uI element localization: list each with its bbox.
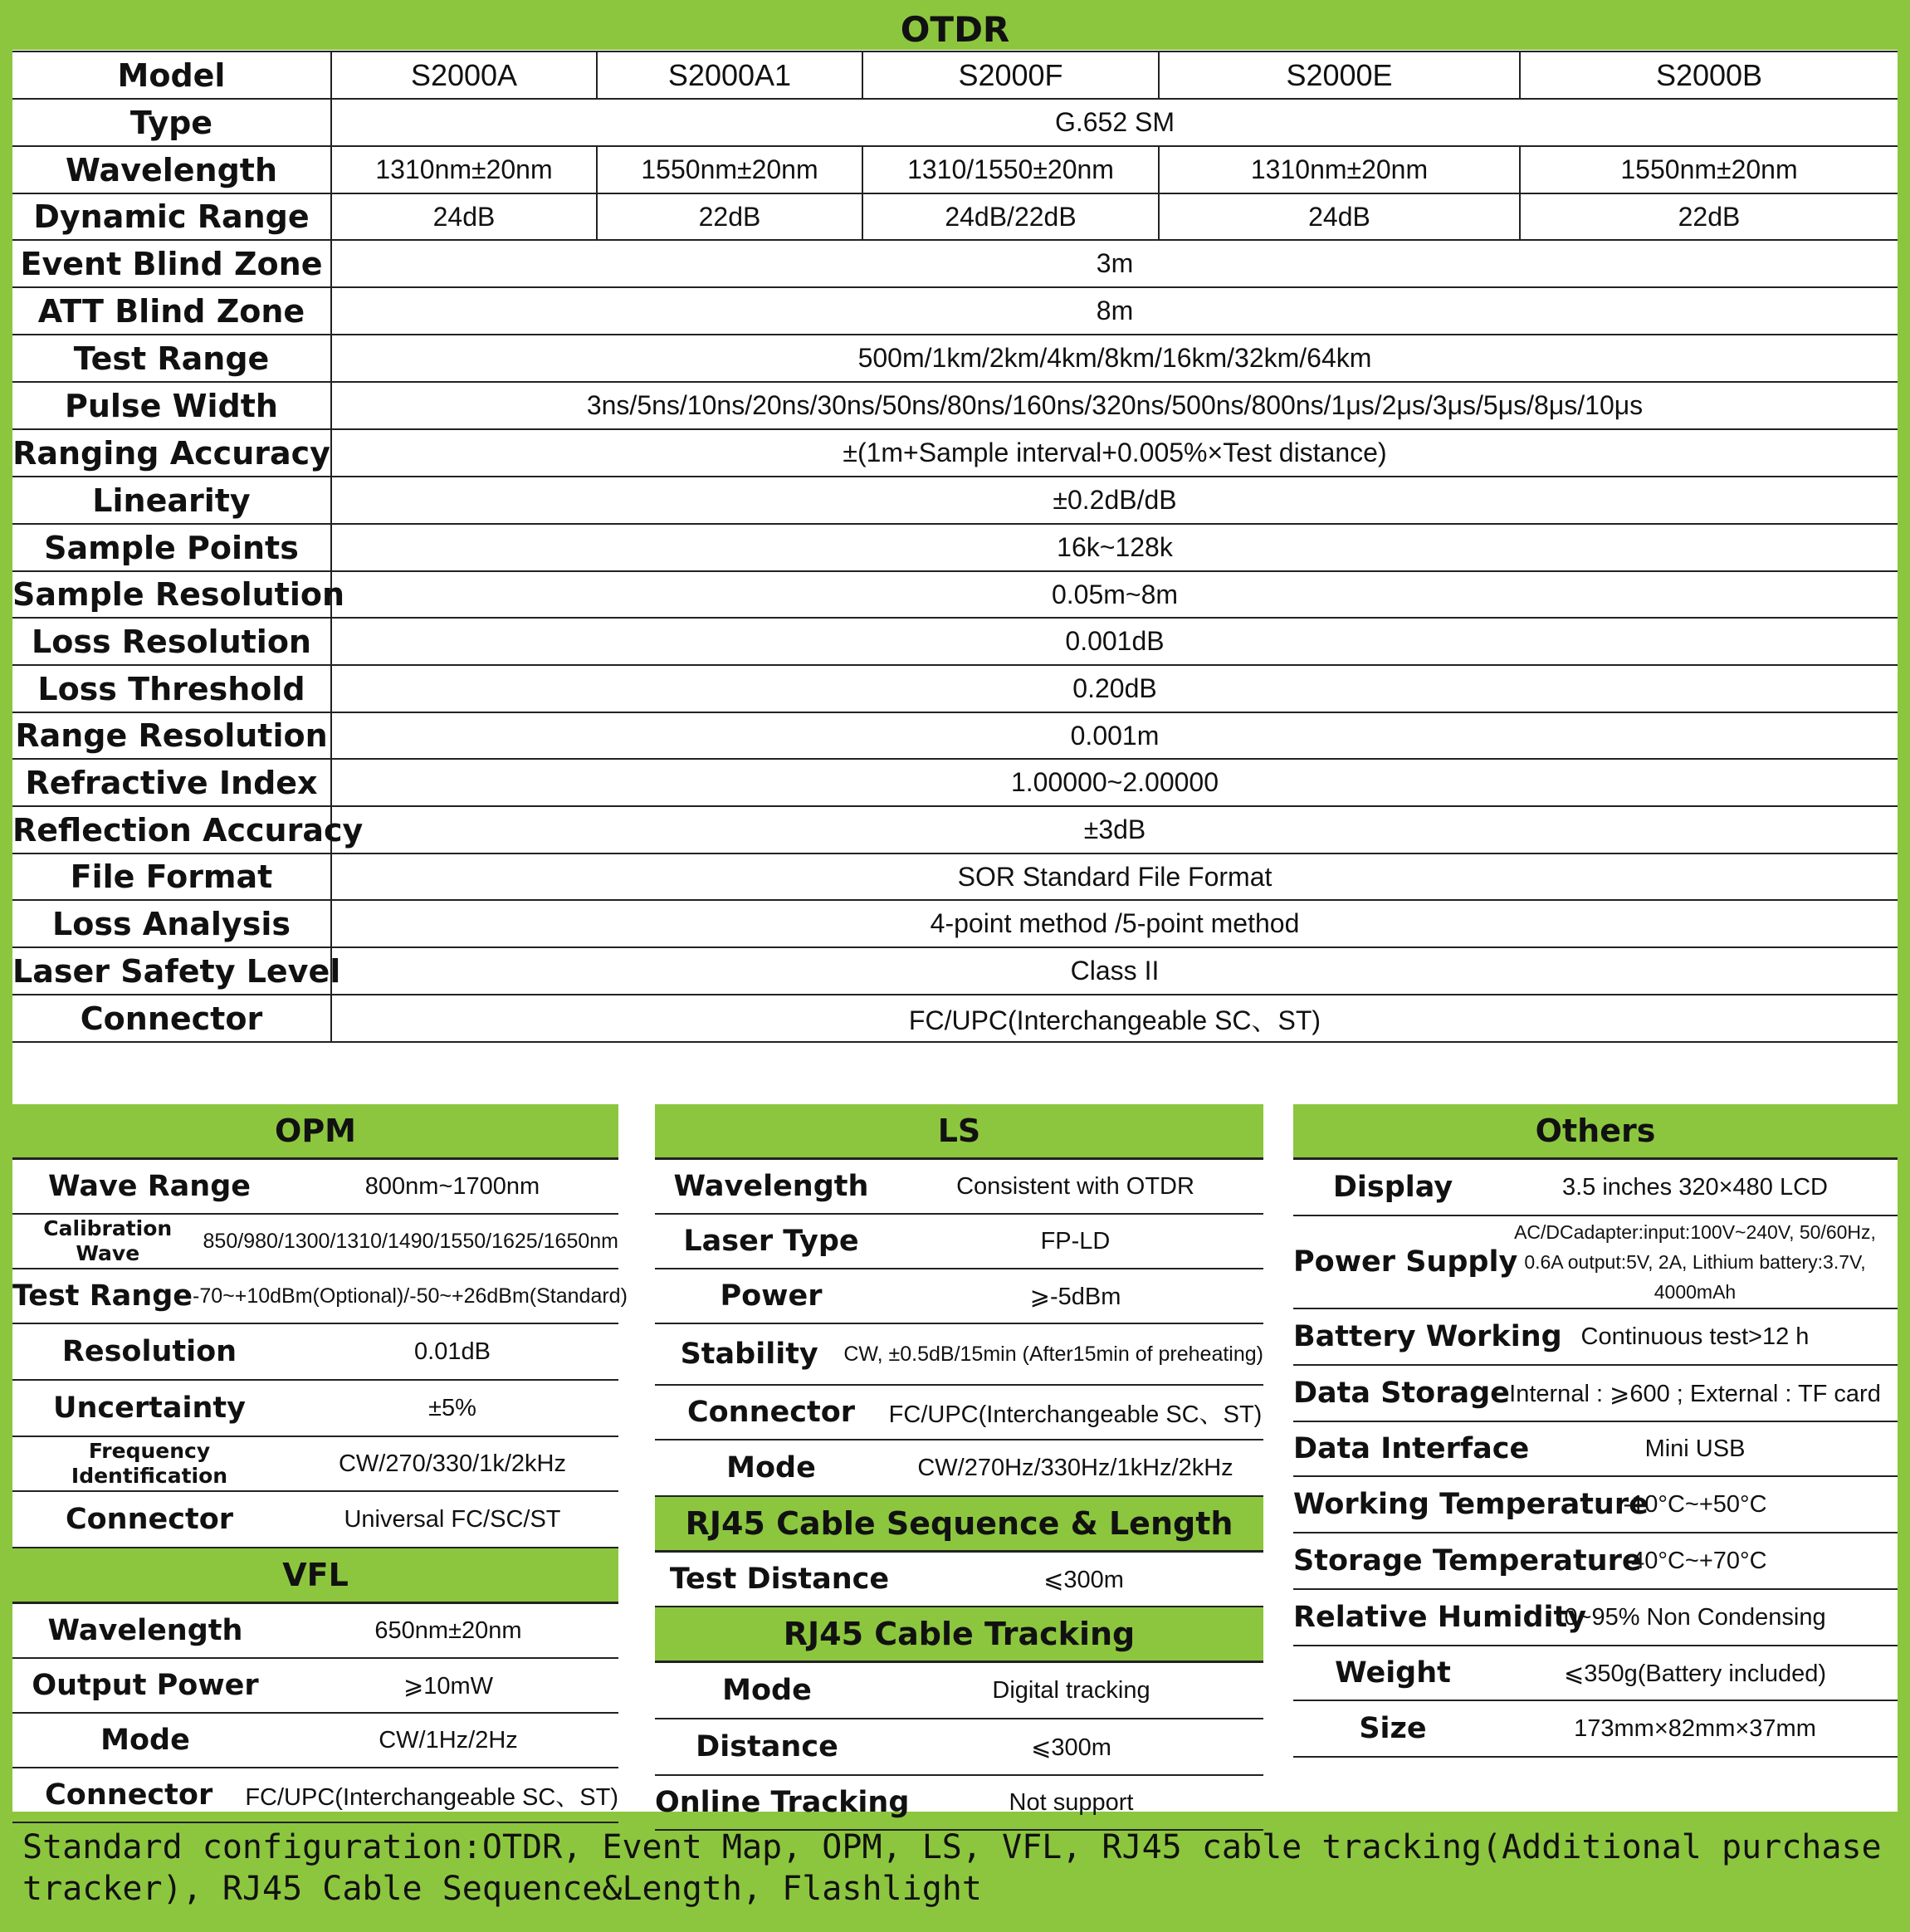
others-value-display: 3.5 inches 320×480 LCD bbox=[1561, 1173, 1829, 1201]
others-value-battery-working: Continuous test>12 h bbox=[1580, 1323, 1810, 1350]
otdr-value-ranging-accuracy: ±(1m+Sample interval+0.005%×Test distance) bbox=[331, 429, 1898, 477]
otdr-value-dynamic-range-2: 22dB bbox=[597, 193, 862, 240]
otdr-row-file-format bbox=[12, 854, 1898, 900]
otdr-label-event-blind-zone: Event Blind Zone bbox=[12, 240, 331, 287]
otdr-row-ranging-accuracy bbox=[12, 429, 1898, 477]
ls-row-laser-type bbox=[655, 1215, 1263, 1269]
otdr-label-connector: Connector bbox=[12, 995, 331, 1042]
others-row-working-temperature bbox=[1293, 1477, 1898, 1533]
otdr-row-att-blind-zone bbox=[12, 287, 1898, 335]
vfl-label-mode: Mode bbox=[100, 1724, 190, 1757]
otdr-label-wavelength: Wavelength bbox=[12, 146, 331, 193]
ls-row-connector bbox=[655, 1386, 1263, 1440]
opm-value-connector: Universal FC/SC/ST bbox=[344, 1505, 561, 1533]
otdr-row-connector bbox=[12, 995, 1898, 1042]
otdr-row-loss-analysis bbox=[12, 900, 1898, 947]
opm-row-calibration-wave bbox=[12, 1215, 618, 1269]
others-column bbox=[1293, 1104, 1898, 1758]
rj45-track-row-distance bbox=[655, 1719, 1263, 1776]
ls-value-wavelength: Consistent with OTDR bbox=[956, 1172, 1194, 1200]
ls-label-connector: Connector bbox=[686, 1396, 856, 1429]
otdr-label-reflection-accuracy: Reflection Accuracy bbox=[12, 806, 331, 854]
otdr-value-wavelength-5: 1550nm±20nm bbox=[1520, 146, 1898, 193]
rj45-track-header: RJ45 Cable Tracking bbox=[655, 1607, 1263, 1663]
otdr-model-s2000e: S2000E bbox=[1159, 51, 1520, 99]
opm-row-connector bbox=[12, 1492, 618, 1548]
vfl-label-wavelength: Wavelength bbox=[47, 1614, 243, 1647]
otdr-value-wavelength-2: 1550nm±20nm bbox=[597, 146, 862, 193]
ls-value-connector: FC/UPC(Interchangeable SC、ST) bbox=[888, 1401, 1263, 1428]
opm-label-test-range: Test Range bbox=[12, 1279, 193, 1313]
vfl-row-mode bbox=[12, 1714, 618, 1768]
otdr-row-model bbox=[12, 51, 1898, 99]
otdr-label-laser-safety-level: Laser Safety Level bbox=[12, 947, 331, 995]
others-label-data-interface: Data Interface bbox=[1293, 1432, 1530, 1465]
others-label-data-storage: Data Storage bbox=[1293, 1377, 1510, 1410]
otdr-value-loss-threshold: 0.20dB bbox=[331, 665, 1898, 712]
others-label-power-supply: Power Supply bbox=[1293, 1245, 1518, 1279]
ls-row-mode bbox=[655, 1440, 1263, 1497]
vfl-value-output-power: ⩾10mW bbox=[403, 1672, 494, 1700]
otdr-value-wavelength-4: 1310nm±20nm bbox=[1159, 146, 1520, 193]
opm-label-calibration-wave: Calibration Wave bbox=[43, 1216, 173, 1265]
ls-value-power: ⩾-5dBm bbox=[1029, 1283, 1121, 1310]
opm-label-frequency-identification: Frequency Identification bbox=[71, 1439, 228, 1488]
others-label-relative-humidity: Relative Humidity bbox=[1293, 1601, 1587, 1634]
otdr-title: OTDR bbox=[12, 3, 1898, 50]
otdr-row-loss-threshold bbox=[12, 665, 1898, 712]
others-label-display: Display bbox=[1332, 1171, 1453, 1204]
others-value-size: 173mm×82mm×37mm bbox=[1574, 1714, 1816, 1742]
others-row-storage-temperature bbox=[1293, 1533, 1898, 1590]
others-header: Others bbox=[1293, 1104, 1898, 1160]
otdr-row-laser-safety-level bbox=[12, 947, 1898, 995]
otdr-model-s2000f: S2000F bbox=[862, 51, 1159, 99]
others-label-weight: Weight bbox=[1335, 1656, 1451, 1690]
opm-row-resolution bbox=[12, 1324, 618, 1381]
otdr-row-wavelength bbox=[12, 146, 1898, 193]
others-row-data-storage bbox=[1293, 1366, 1898, 1422]
otdr-model-s2000b: S2000B bbox=[1520, 51, 1898, 99]
others-label-battery-working: Battery Working bbox=[1293, 1320, 1562, 1353]
otdr-value-sample-points: 16k~128k bbox=[331, 524, 1898, 571]
others-value-power-supply: AC/DCadapter:input:100V~240V, 50/60Hz, 0.6A output:5V, 2A, Lithium battery:3.7V, 4000mAh bbox=[1514, 1221, 1876, 1303]
standard-configuration: Standard configuration:OTDR, Event Map, OPM, LS, VFL, RJ45 cable tracking(Additional purchase tracker), RJ45 Cable Sequence&Length, Flashlight bbox=[22, 1828, 1882, 1908]
otdr-value-wavelength-1: 1310nm±20nm bbox=[331, 146, 597, 193]
otdr-label-model: Model bbox=[12, 51, 331, 99]
ls-label-stability: Stability bbox=[680, 1338, 818, 1371]
others-label-size: Size bbox=[1359, 1712, 1427, 1745]
ls-header: LS bbox=[655, 1104, 1263, 1160]
otdr-value-loss-analysis: 4-point method /5-point method bbox=[331, 900, 1898, 947]
vfl-value-connector: FC/UPC(Interchangeable SC、ST) bbox=[245, 1783, 618, 1811]
others-value-working-temperature: -10°C~+50°C bbox=[1623, 1490, 1767, 1518]
opm-row-test-range bbox=[12, 1269, 628, 1324]
rj45-track-label-distance: Distance bbox=[696, 1730, 838, 1763]
otdr-row-sample-points bbox=[12, 524, 1898, 571]
rj45-track-label-mode: Mode bbox=[722, 1674, 812, 1707]
otdr-label-type: Type bbox=[12, 99, 331, 146]
opm-row-frequency-identification bbox=[12, 1437, 618, 1492]
rj45-track-value-distance: ⩽300m bbox=[1031, 1734, 1111, 1761]
otdr-label-att-blind-zone: ATT Blind Zone bbox=[12, 287, 331, 335]
rj45-track-label-online-tracking: Online Tracking bbox=[655, 1786, 910, 1819]
opm-value-calibration-wave: 850/980/1300/1310/1490/1550/1625/1650nm bbox=[203, 1229, 618, 1253]
opm-value-resolution: 0.01dB bbox=[414, 1338, 491, 1365]
opm-label-resolution: Resolution bbox=[61, 1335, 237, 1368]
opm-value-wave-range: 800nm~1700nm bbox=[364, 1172, 540, 1200]
vfl-row-wavelength bbox=[12, 1604, 618, 1659]
others-row-relative-humidity bbox=[1293, 1590, 1898, 1646]
otdr-row-test-range bbox=[12, 335, 1898, 382]
others-row-display bbox=[1293, 1160, 1898, 1216]
opm-vfl-column bbox=[12, 1104, 628, 1823]
otdr-value-sample-resolution: 0.05m~8m bbox=[331, 571, 1898, 618]
otdr-value-dynamic-range-5: 22dB bbox=[1520, 193, 1898, 240]
opm-header: OPM bbox=[12, 1104, 618, 1160]
opm-value-frequency-identification: CW/270/330/1k/2kHz bbox=[338, 1450, 566, 1477]
vfl-label-connector: Connector bbox=[45, 1778, 213, 1812]
otdr-value-event-blind-zone: 3m bbox=[331, 240, 1898, 287]
rj45-track-value-mode: Digital tracking bbox=[992, 1676, 1150, 1704]
ls-row-stability bbox=[655, 1324, 1263, 1386]
vfl-header: VFL bbox=[12, 1548, 618, 1604]
ls-value-mode: CW/270Hz/330Hz/1kHz/2kHz bbox=[917, 1454, 1233, 1481]
opm-value-uncertainty: ±5% bbox=[428, 1394, 476, 1421]
ls-rj45-column bbox=[655, 1104, 1263, 1831]
otdr-value-pulse-width: 3ns/5ns/10ns/20ns/30ns/50ns/80ns/160ns/320ns/500ns/800ns/1μs/2μs/3μs/5μs/8μs/10μs bbox=[331, 382, 1898, 429]
otdr-model-s2000a: S2000A bbox=[331, 51, 597, 99]
otdr-row-reflection-accuracy bbox=[12, 806, 1898, 854]
otdr-label-refractive-index: Refractive Index bbox=[12, 759, 331, 806]
otdr-value-att-blind-zone: 8m bbox=[331, 287, 1898, 335]
rj45-seq-label-test-distance: Test Distance bbox=[669, 1563, 890, 1596]
otdr-label-linearity: Linearity bbox=[12, 477, 331, 524]
otdr-label-loss-threshold: Loss Threshold bbox=[12, 665, 331, 712]
others-row-battery-working bbox=[1293, 1309, 1898, 1366]
otdr-value-range-resolution: 0.001m bbox=[331, 712, 1898, 759]
rj45-seq-value-test-distance: ⩽300m bbox=[1043, 1566, 1124, 1593]
ls-label-laser-type: Laser Type bbox=[683, 1225, 859, 1258]
otdr-value-reflection-accuracy: ±3dB bbox=[331, 806, 1898, 854]
otdr-value-dynamic-range-1: 24dB bbox=[331, 193, 597, 240]
otdr-value-test-range: 500m/1km/2km/4km/8km/16km/32km/64km bbox=[331, 335, 1898, 382]
others-row-data-interface bbox=[1293, 1422, 1898, 1477]
others-value-weight: ⩽350g(Battery included) bbox=[1563, 1660, 1827, 1687]
otdr-value-refractive-index: 1.00000~2.00000 bbox=[331, 759, 1898, 806]
otdr-row-event-blind-zone bbox=[12, 240, 1898, 287]
otdr-value-type: G.652 SM bbox=[331, 99, 1898, 146]
opm-label-connector: Connector bbox=[65, 1503, 234, 1536]
otdr-row-dynamic-range bbox=[12, 193, 1898, 240]
others-value-data-storage: Internal : ⩾600 ; External : TF card bbox=[1509, 1380, 1881, 1407]
others-label-working-temperature: Working Temperature bbox=[1293, 1488, 1649, 1521]
otdr-row-loss-resolution bbox=[12, 618, 1898, 665]
ls-label-mode: Mode bbox=[726, 1451, 816, 1484]
ls-row-power bbox=[655, 1269, 1263, 1324]
opm-row-uncertainty bbox=[12, 1381, 618, 1437]
otdr-row-pulse-width bbox=[12, 382, 1898, 429]
otdr-row-linearity bbox=[12, 477, 1898, 524]
others-value-data-interface: Mini USB bbox=[1644, 1435, 1746, 1462]
otdr-value-dynamic-range-4: 24dB bbox=[1159, 193, 1520, 240]
otdr-label-sample-resolution: Sample Resolution bbox=[12, 571, 331, 618]
opm-value-test-range: -70~+10dBm(Optional)/-50~+26dBm(Standard) bbox=[193, 1284, 628, 1308]
opm-label-uncertainty: Uncertainty bbox=[53, 1392, 246, 1425]
otdr-label-test-range: Test Range bbox=[12, 335, 331, 382]
rj45-track-row-mode bbox=[655, 1663, 1263, 1719]
otdr-label-file-format: File Format bbox=[12, 854, 331, 900]
others-row-size bbox=[1293, 1701, 1898, 1758]
otdr-value-dynamic-range-3: 24dB/22dB bbox=[862, 193, 1159, 240]
otdr-model-s2000a1: S2000A1 bbox=[597, 51, 862, 99]
otdr-value-wavelength-3: 1310/1550±20nm bbox=[862, 146, 1159, 193]
ls-value-stability: CW, ±0.5dB/15min (After15min of preheating) bbox=[843, 1342, 1263, 1366]
others-row-power-supply bbox=[1293, 1216, 1898, 1309]
otdr-label-pulse-width: Pulse Width bbox=[12, 382, 331, 429]
otdr-label-dynamic-range: Dynamic Range bbox=[12, 193, 331, 240]
rj45-seq-header: RJ45 Cable Sequence & Length bbox=[655, 1497, 1263, 1553]
otdr-row-refractive-index bbox=[12, 759, 1898, 806]
otdr-value-loss-resolution: 0.001dB bbox=[331, 618, 1898, 665]
otdr-row-range-resolution bbox=[12, 712, 1898, 759]
ls-row-wavelength bbox=[655, 1160, 1263, 1215]
otdr-row-type bbox=[12, 99, 1898, 146]
opm-row-wave-range bbox=[12, 1160, 618, 1215]
ls-label-wavelength: Wavelength bbox=[673, 1170, 869, 1203]
rj45-seq-row-test-distance bbox=[655, 1553, 1263, 1607]
otdr-value-connector: FC/UPC(Interchangeable SC、ST) bbox=[331, 995, 1898, 1042]
opm-label-wave-range: Wave Range bbox=[48, 1170, 251, 1203]
otdr-value-laser-safety-level: Class II bbox=[331, 947, 1898, 995]
otdr-row-sample-resolution bbox=[12, 571, 1898, 618]
vfl-value-wavelength: 650nm±20nm bbox=[374, 1617, 522, 1644]
otdr-label-loss-analysis: Loss Analysis bbox=[12, 900, 331, 947]
rj45-track-value-online-tracking: Not support bbox=[1009, 1788, 1134, 1816]
vfl-label-output-power: Output Power bbox=[32, 1669, 259, 1702]
otdr-value-file-format: SOR Standard File Format bbox=[331, 854, 1898, 900]
otdr-label-range-resolution: Range Resolution bbox=[12, 712, 331, 759]
vfl-row-output-power bbox=[12, 1659, 618, 1714]
others-row-weight bbox=[1293, 1646, 1898, 1701]
otdr-label-ranging-accuracy: Ranging Accuracy bbox=[12, 429, 331, 477]
otdr-label-sample-points: Sample Points bbox=[12, 524, 331, 571]
otdr-table bbox=[12, 51, 1898, 1043]
others-value-relative-humidity: 0~95% Non Condensing bbox=[1564, 1603, 1826, 1631]
ls-label-power: Power bbox=[720, 1279, 823, 1313]
otdr-label-loss-resolution: Loss Resolution bbox=[12, 618, 331, 665]
ls-value-laser-type: FP-LD bbox=[1040, 1227, 1111, 1255]
vfl-value-mode: CW/1Hz/2Hz bbox=[379, 1726, 518, 1753]
others-label-storage-temperature: Storage Temperature bbox=[1293, 1544, 1642, 1577]
otdr-value-linearity: ±0.2dB/dB bbox=[331, 477, 1898, 524]
others-value-storage-temperature: -40°C~+70°C bbox=[1623, 1547, 1767, 1574]
